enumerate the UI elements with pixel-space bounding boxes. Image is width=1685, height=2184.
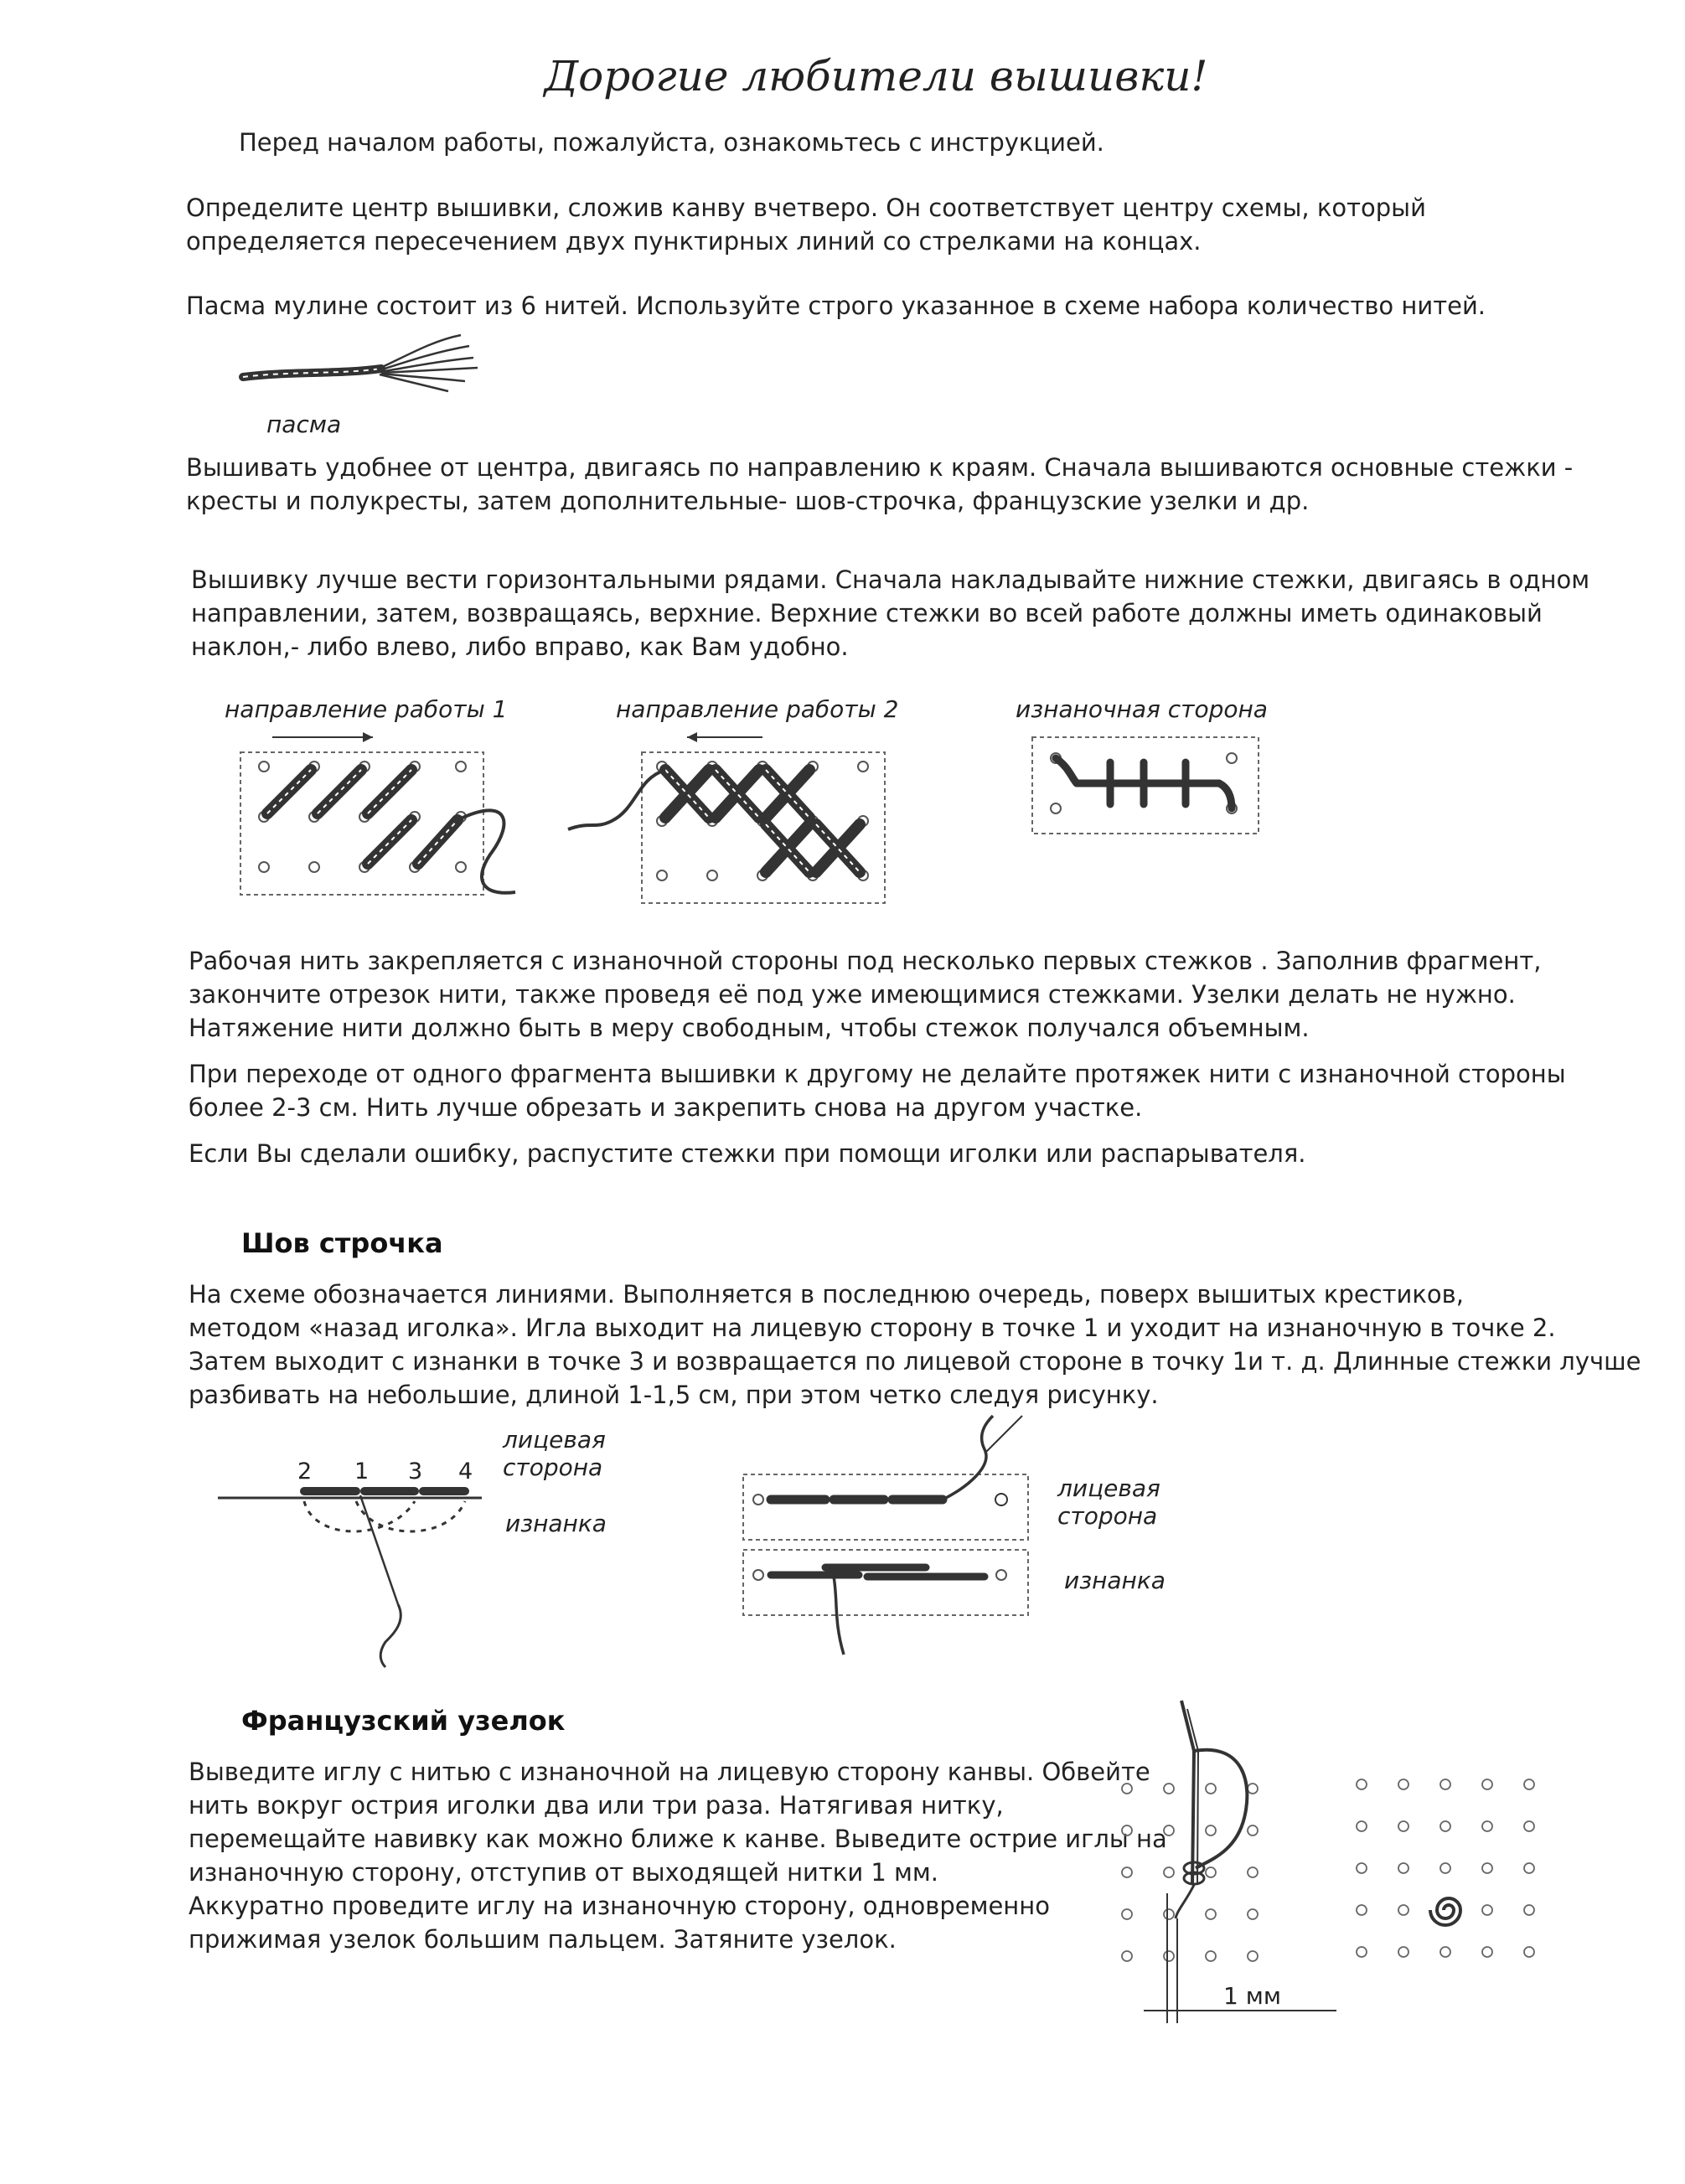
french-knot-diagram <box>1110 1692 1546 2027</box>
text-line: Затем выходит с изнанки в точке 3 и возвращается по лицевой стороне в точку 1и т. д. Длинные стежки лучше <box>189 1347 1641 1376</box>
text-line: кресты и полукресты, затем дополнительные- шов-строчка, французские узелки и др. <box>186 487 1310 515</box>
distance-label: 1 мм <box>1223 1982 1281 2010</box>
french-knot-heading: Французский узелок <box>241 1705 566 1737</box>
front-label-2 <box>1057 1474 1160 1530</box>
point-label: 3 <box>408 1459 423 1484</box>
center-paragraph <box>186 191 1426 258</box>
text-line: определяется пересечением двух пунктирных линий со стрелками на концах. <box>186 227 1202 256</box>
point-label: 2 <box>297 1459 313 1484</box>
back-label: изнанка <box>505 1510 607 1537</box>
text-line: наклон,- либо влево, либо вправо, как Вам удобно. <box>191 632 849 661</box>
text-line: прижимая узелок большим пальцем. Затяните узелок. <box>189 1925 897 1954</box>
text-line: методом «назад иголка». Игла выходит на лицевую сторону в точке 1 и уходит на изнаночную в точке 2. <box>189 1314 1556 1342</box>
front-label <box>503 1426 606 1481</box>
text-line: Натяжение нити должно быть в меру свободным, чтобы стежок получался объемным. <box>189 1014 1310 1042</box>
transition-paragraph <box>189 1057 1566 1124</box>
text-line: Если Вы сделали ошибку, распустите стежки при помощи иголки или распарывателя. <box>189 1139 1306 1168</box>
back-side-diagram <box>1031 729 1265 838</box>
order-paragraph <box>186 451 1573 518</box>
backstitch-paragraph <box>189 1278 1641 1412</box>
page-title: Дорогие любители вышивки! <box>544 52 1208 101</box>
cross-stitch-diagram <box>561 729 897 909</box>
mistake-paragraph <box>189 1137 1306 1170</box>
text-line: перемещайте навивку как можно ближе к канве. Выведите острие иглы на <box>189 1825 1167 1853</box>
back-label-2: изнанка <box>1064 1567 1166 1594</box>
text-line: Вышивать удобнее от центра, двигаясь по направлению к краям. Сначала вышиваются основные стежки - <box>186 453 1574 482</box>
label-line: сторона <box>503 1453 603 1481</box>
text-line: Аккуратно проведите иглу на изнаночную сторону, одновременно <box>189 1892 1050 1920</box>
text-line: нить вокруг острия иголки два или три раза. Натягивая нитку, <box>189 1791 1004 1820</box>
label-line: лицевая <box>1057 1474 1160 1502</box>
text-line: закончите отрезок нити, также проведя её под уже имеющимися стежками. Узелки делать не нужно. <box>189 980 1516 1009</box>
rows-paragraph <box>191 563 1589 663</box>
caption-direction-1: направление работы 1 <box>225 695 508 723</box>
text-line: более 2-3 см. Нить лучше обрезать и закрепить снова на другом участке. <box>189 1093 1143 1122</box>
french-knot-paragraph <box>189 1755 1167 1956</box>
skein-caption: пасма <box>266 410 342 438</box>
intro-text <box>239 126 1104 159</box>
text-line: На схеме обозначается линиями. Выполняется в последнюю очередь, поверх вышитых крестиков, <box>189 1280 1464 1309</box>
intro-line: Перед началом работы, пожалуйста, ознакомьтесь с инструкцией. <box>239 128 1104 157</box>
label-line: лицевая <box>503 1426 606 1453</box>
point-label: 1 <box>354 1459 370 1484</box>
label-line: сторона <box>1057 1502 1158 1530</box>
text-line: изнаночную сторону, отступив от выходящей нитки 1 мм. <box>189 1858 939 1887</box>
backstitch-side-diagram <box>214 1424 499 1667</box>
caption-direction-2: направление работы 2 <box>616 695 899 723</box>
point-label: 4 <box>458 1459 473 1484</box>
half-cross-diagram <box>239 729 540 905</box>
text-line: Пасма мулине состоит из 6 нитей. Используйте строго указанное в схеме набора количество нитей. <box>186 292 1486 320</box>
skein-illustration <box>239 331 482 398</box>
text-line: Вышивку лучше вести горизонтальными рядами. Сначала накладывайте нижние стежки, двигаясь в одном <box>191 565 1590 594</box>
backstitch-panels-diagram <box>733 1416 1035 1667</box>
text-line: Выведите иглу с нитью с изнаночной на лицевую сторону канвы. Обвейте <box>189 1758 1150 1786</box>
fastening-paragraph <box>189 944 1541 1045</box>
text-line: разбивать на небольшие, длиной 1-1,5 см, при этом четко следуя рисунку. <box>189 1381 1159 1409</box>
backstitch-heading: Шов строчка <box>241 1227 443 1259</box>
text-line: Рабочая нить закрепляется с изнаночной стороны под несколько первых стежков . Заполнив фрагмент, <box>189 947 1542 975</box>
caption-back-side: изнаночная сторона <box>1016 695 1268 723</box>
text-line: При переходе от одного фрагмента вышивки к другому не делайте протяжек нити с изнаночной стороны <box>189 1060 1566 1088</box>
text-line: Определите центр вышивки, сложив канву вчетверо. Он соответствует центру схемы, который <box>186 194 1426 222</box>
threads-paragraph <box>186 289 1486 323</box>
text-line: направлении, затем, возвращаясь, верхние. Верхние стежки во всей работе должны иметь одинаковый <box>191 599 1543 627</box>
